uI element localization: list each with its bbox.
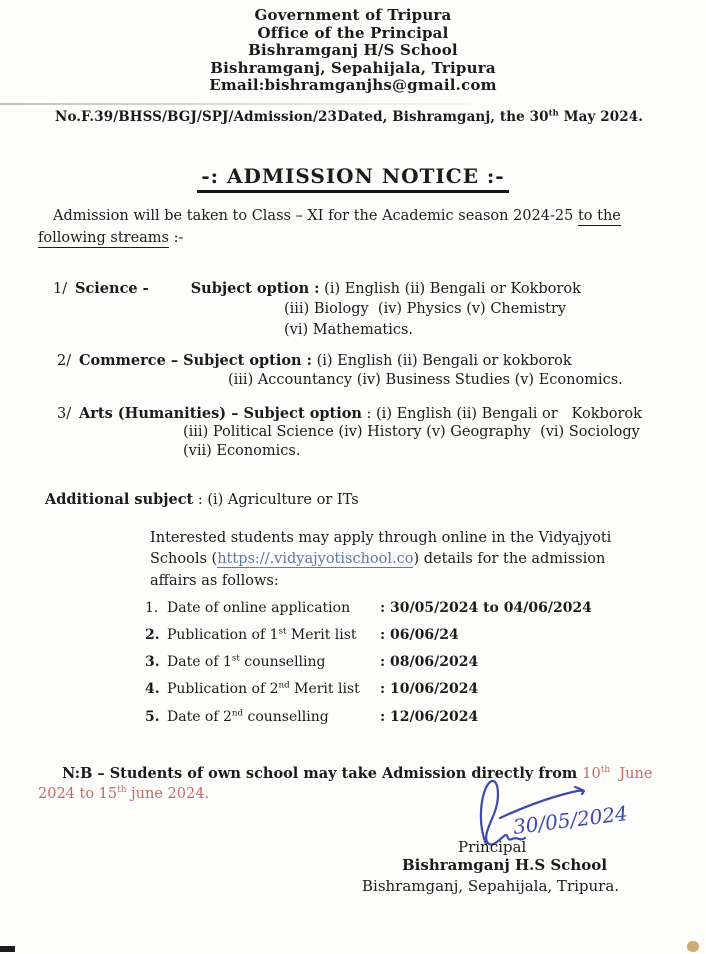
apply-paragraph-line-2: Schools (https://.vidyajyotischool.co) details for the admission <box>150 551 606 567</box>
apply-paragraph-line-3: affairs as follows: <box>150 573 279 589</box>
nb-red-date-start: 10th June <box>582 765 653 782</box>
stream-commerce-line-2: (iii) Accountancy (iv) Business Studies (v) Economics. <box>228 372 623 388</box>
stream-arts-line-2: (iii) Political Science (iv) History (v) Geography (vi) Sociology <box>183 424 640 440</box>
schedule-label: Date of 1st counselling <box>167 653 326 670</box>
reference-row <box>55 109 643 125</box>
stream-science-subject-option-label: Subject option : <box>190 280 320 297</box>
stream-commerce-line-1: 2/ Commerce – Subject option : (i) English (ii) Bengali or kokborok <box>57 352 572 369</box>
letterhead-email: Email:bishramganjhs@gmail.com <box>209 76 497 94</box>
schedule-label: Date of online application <box>167 600 351 616</box>
date-ordinal-sup: th <box>548 107 559 118</box>
underlined-to-the: to the <box>577 208 621 224</box>
letterhead <box>0 7 706 95</box>
stream-science-line-3: (vi) Mathematics. <box>284 322 414 338</box>
signature-handwritten-date: 30/05/2024 <box>511 801 630 839</box>
schedule-label: Date of 2nd counselling <box>167 708 329 725</box>
scan-artifact-bottom-left <box>0 946 15 952</box>
letterhead-government: Government of Tripura <box>254 6 452 24</box>
memo-number: No.F.39/BHSS/BGJ/SPJ/Admission/23 <box>55 109 337 125</box>
underlined-following-streams: following streams <box>38 230 169 246</box>
schedule-row-first-merit-list: 2. Publication of 1st Merit list : 06/06/24 <box>145 626 459 643</box>
signatory-address: Bishramganj, Sepahijala, Tripura. <box>362 877 620 895</box>
schedule-row-first-counselling: 3. Date of 1st counselling : 08/06/2024 <box>145 653 479 670</box>
nb-note-line-1: N:B – Students of own school may take Admission directly from 10th June <box>62 765 653 782</box>
stream-science-name: Science - <box>75 280 149 297</box>
stream-science-number: 1/ <box>53 281 68 297</box>
scan-artifact-line <box>0 103 470 105</box>
notice-title-wrap <box>0 164 706 193</box>
issue-date: Dated, Bishramganj, the 30th May 2024. <box>337 107 643 125</box>
letterhead-address: Bishramganj, Sepahijala, Tripura <box>210 58 496 77</box>
stream-arts-line-1: 3/ Arts (Humanities) – Subject option : (i) English (ii) Bengali or Kokborok <box>57 405 642 422</box>
signatory-role: Principal <box>458 838 527 856</box>
intro-line-1: Admission will be taken to Class – XI for the Academic season 2024-25 to the <box>53 208 621 224</box>
school-website-link[interactable]: https://.vidyajyotischool.co <box>217 551 414 567</box>
stream-commerce-number: 2/ <box>57 353 72 369</box>
additional-subject-line: Additional subject : (i) Agriculture or ITs <box>45 491 359 508</box>
stream-arts-subject-option-label: Arts (Humanities) – Subject option <box>79 405 362 422</box>
signatory-school: Bishramganj H.S School <box>402 856 608 874</box>
stream-arts-line-3: (vii) Economics. <box>183 443 301 459</box>
stream-science-line-2: (iii) Biology (iv) Physics (v) Chemistry <box>284 301 567 317</box>
stream-commerce-subject-option-label: Commerce – Subject option : <box>79 352 312 369</box>
schedule-label: Publication of 1st Merit list <box>167 626 357 643</box>
additional-subject-label: Additional subject <box>45 491 194 508</box>
schedule-row-second-counselling: 5. Date of 2nd counselling : 12/06/2024 <box>145 708 479 725</box>
scan-artifact-bottom-right <box>687 941 699 952</box>
schedule-row-second-merit-list: 4. Publication of 2nd Merit list : 10/06/2024 <box>145 680 479 697</box>
notice-title: -: ADMISSION NOTICE :- <box>197 164 508 193</box>
apply-paragraph-line-1: Interested students may apply through online in the Vidyajyoti <box>150 530 612 546</box>
stream-science-line-1: 1/ Science - Subject option : (i) English (ii) Bengali or Kokborok <box>53 280 581 297</box>
intro-line-2: following streams :- <box>38 230 184 246</box>
schedule-label: Publication of 2nd Merit list <box>167 680 360 697</box>
letterhead-school: Bishramganj H/S School <box>248 41 458 59</box>
schedule-row-online-application: 1. Date of online application : 30/05/2024 to 04/06/2024 <box>145 600 592 616</box>
nb-note-line-2: 2024 to 15th june 2024. <box>38 785 210 802</box>
stream-arts-number: 3/ <box>57 406 72 422</box>
letterhead-office: Office of the Principal <box>257 23 449 42</box>
